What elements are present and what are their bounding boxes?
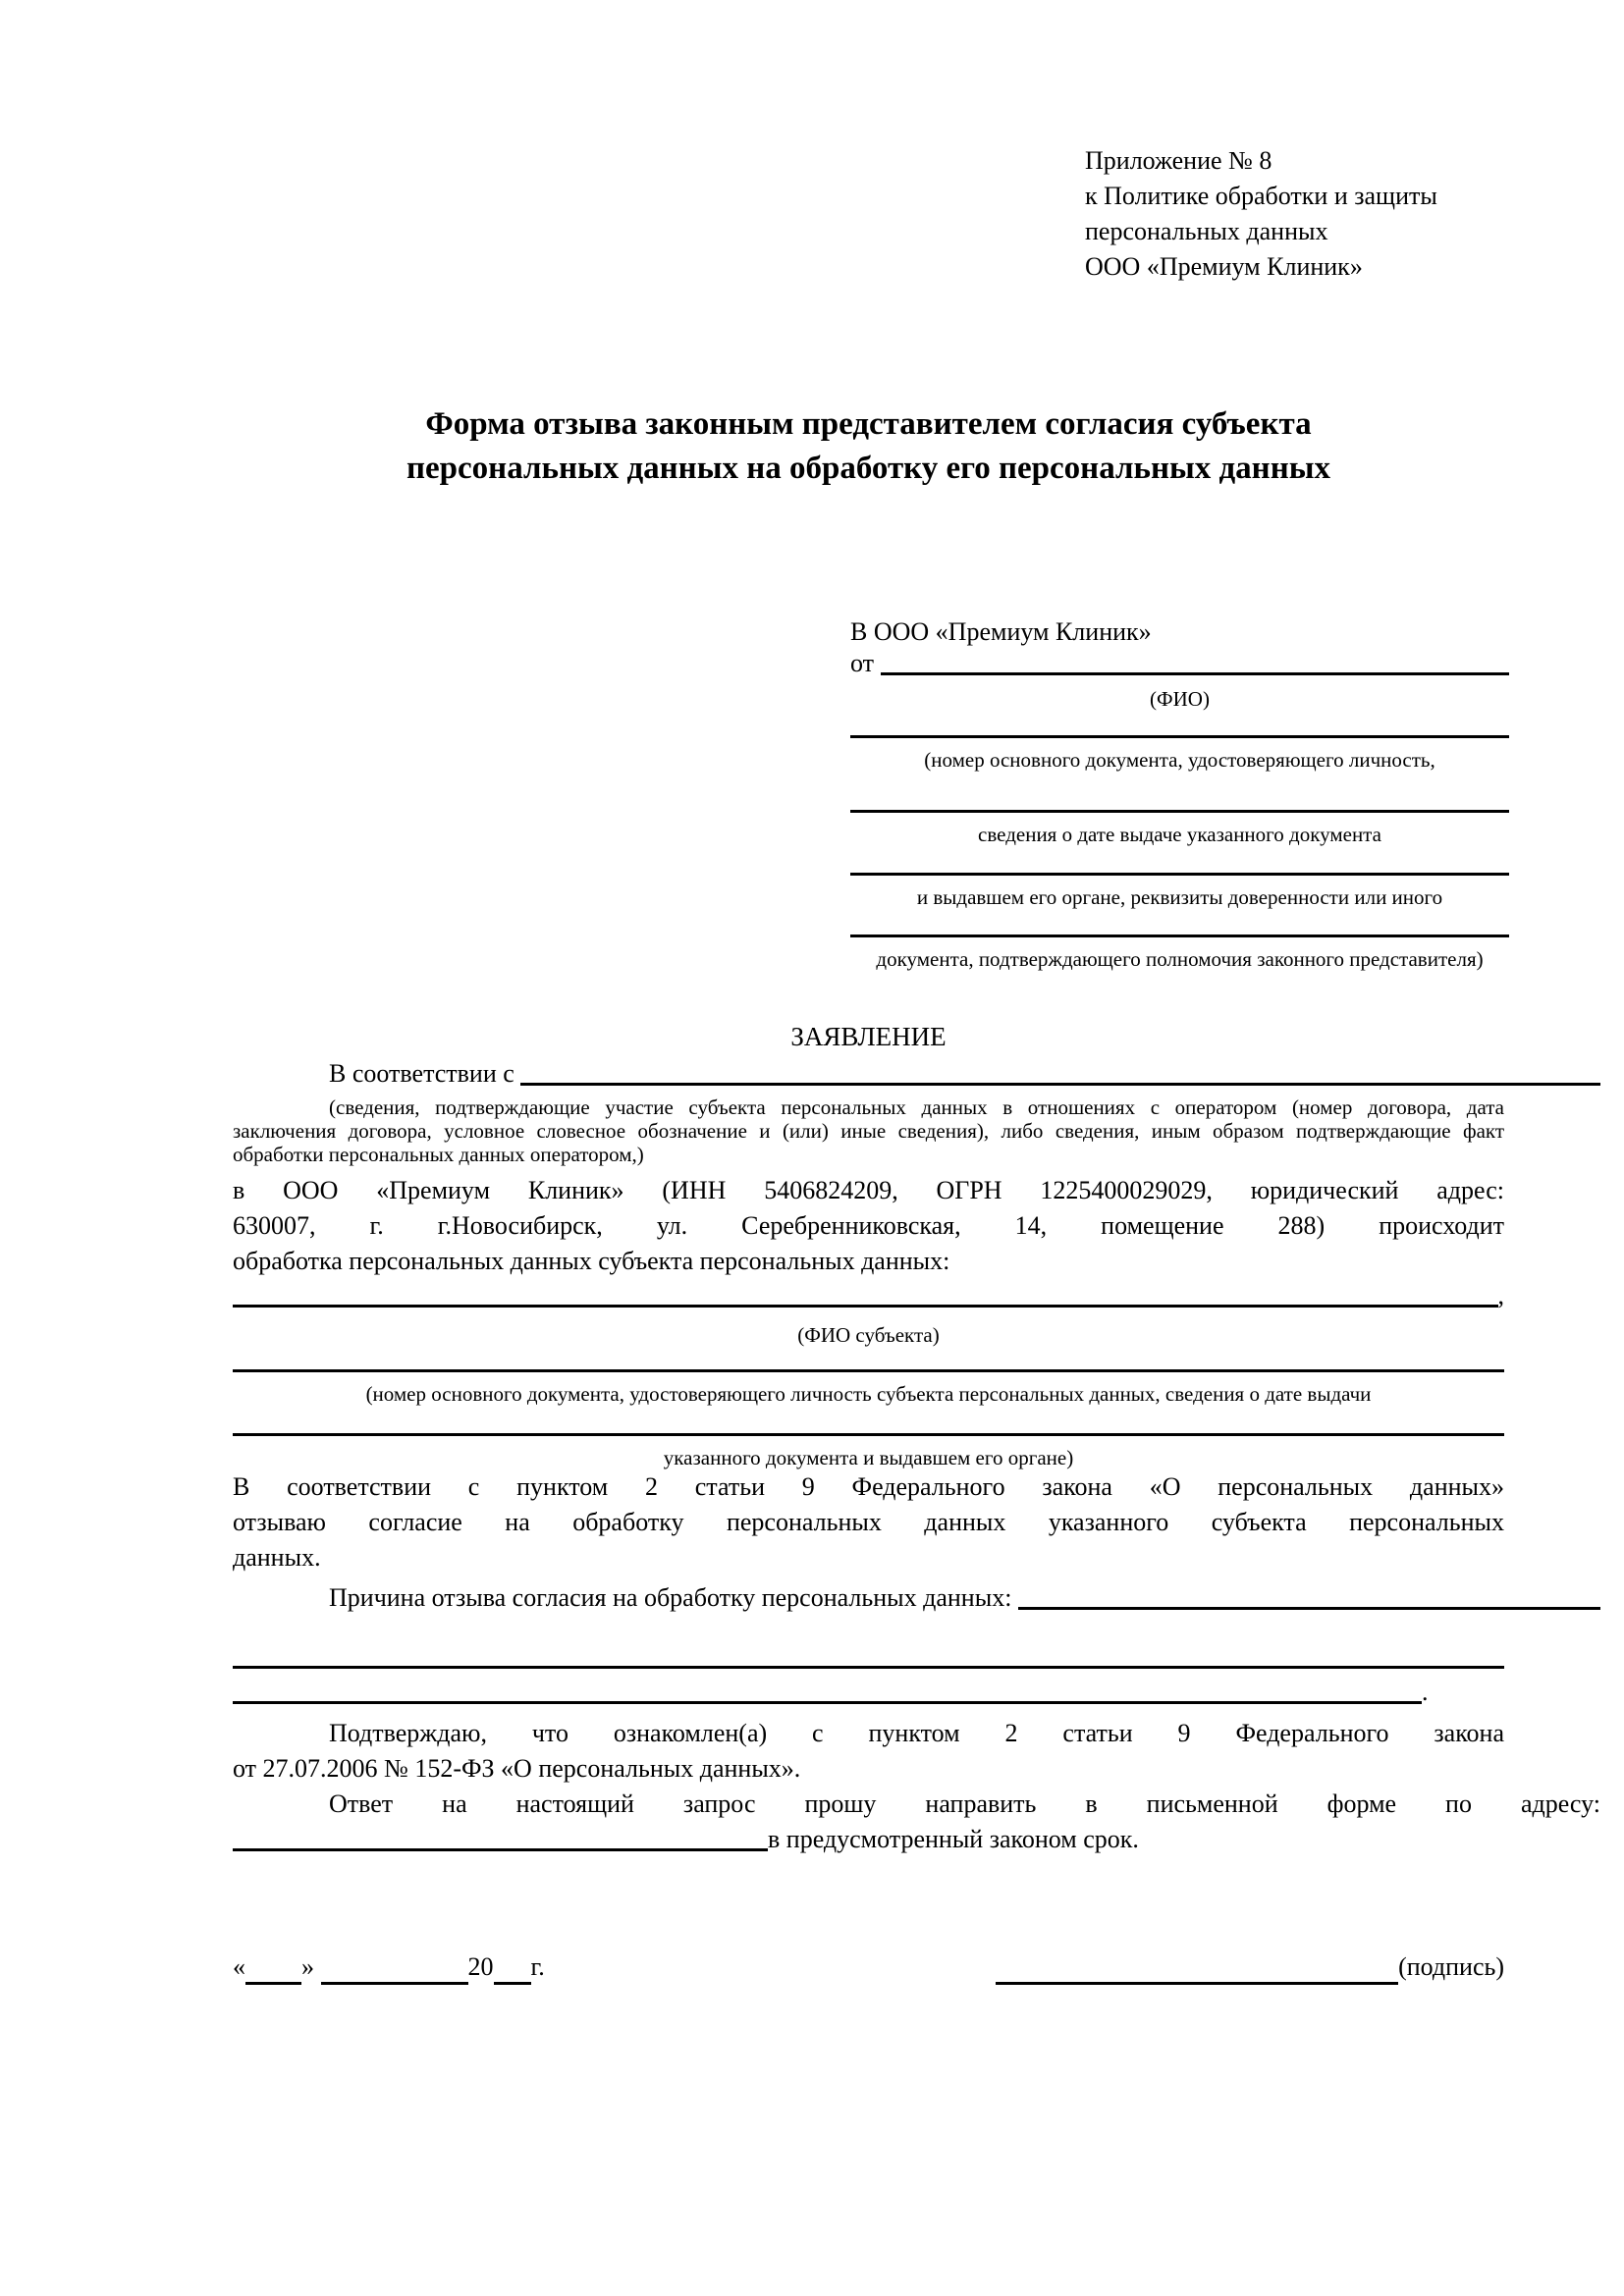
subject-fio-row (233, 1278, 1504, 1313)
intro-blank-line (520, 1083, 1600, 1086)
operator-paragraph-line: обработка персональных данных субъекта персональных данных: (233, 1247, 950, 1275)
intro-note-line: заключения договора, условное словесное обозначение и (или) иные сведения), либо сведения, иным образом подтверждающие факт (233, 1119, 1504, 1143)
issuing-authority-caption: и выдавшем его органе, реквизиты доверенности или иного (916, 885, 1443, 909)
appendix-header-line: ООО «Премиум Клиник» (1085, 252, 1363, 281)
date-year-prefix: 20 (467, 1952, 494, 1981)
reply-request-line: Ответ на настоящий запрос прошу направить в письменной форме по адресу: (329, 1789, 1600, 1818)
document-title (233, 402, 1504, 491)
addressee-to: В ООО «Премиум Клиник» (850, 617, 1152, 646)
appendix-header-line: персональных данных (1085, 217, 1328, 245)
subject-document-blank-line-2 (233, 1433, 1504, 1436)
document-title-line: персональных данных на обработку его персональных данных (406, 451, 1330, 486)
representative-authority-caption: документа, подтверждающего полномочия законного представителя) (876, 947, 1484, 971)
confirmation-paragraph (233, 1716, 1504, 1787)
reason-blank-line-2 (233, 1666, 1504, 1669)
date-field (233, 1949, 545, 1985)
subject-document-caption: (номер основного документа, удостоверяющего личность субъекта персональных данных, сведения о дате выдачи (365, 1382, 1372, 1406)
date-quote-open: « (233, 1952, 245, 1981)
withdrawal-paragraph (233, 1469, 1504, 1575)
addressee-from-row (850, 646, 1509, 681)
signature-caption: (подпись) (1398, 1952, 1504, 1981)
signature-field (996, 1949, 1504, 1985)
confirmation-paragraph-line: Подтверждаю, что ознакомлен(а) с пунктом 2 статьи 9 Федерального закона (329, 1719, 1504, 1747)
intro-label: В соответствии с (329, 1059, 521, 1088)
withdrawal-paragraph-line: В соответствии с пунктом 2 статьи 9 Федерального закона «О персональных данных» (233, 1472, 1504, 1501)
subject-document-blank-line (233, 1369, 1504, 1372)
intro-note (233, 1095, 1504, 1166)
reply-request-suffix: в предусмотренный законом срок. (768, 1825, 1139, 1853)
footer-row (233, 1949, 1504, 1985)
date-day-blank (245, 1954, 301, 1985)
subject-fio-blank-line (233, 1305, 1498, 1308)
reply-address-row (233, 1822, 1504, 1857)
reason-end-row (233, 1675, 1504, 1710)
intro-note-line: (сведения, подтверждающие участие субъекта персональных данных в отношениях с оператором (номер договора, дата (329, 1095, 1504, 1119)
operator-paragraph (233, 1173, 1504, 1279)
withdrawal-paragraph-line: отзываю согласие на обработку персональных данных указанного субъекта персональных (233, 1508, 1504, 1536)
fio-blank-line (881, 672, 1509, 675)
operator-paragraph-line: в ООО «Премиум Клиник» (ИНН 5406824209, ОГРН 1225400029029, юридический адрес: (233, 1176, 1504, 1204)
reason-row (233, 1580, 1600, 1616)
issuing-authority-blank-line (850, 873, 1509, 876)
representative-authority-blank-line (850, 934, 1509, 937)
statement-heading: ЗАЯВЛЕНИЕ (790, 1022, 947, 1051)
date-quote-close: » (301, 1952, 321, 1981)
withdrawal-paragraph-line: данных. (233, 1543, 321, 1572)
subject-fio-comma: , (1497, 1281, 1504, 1309)
document-number-blank-line (850, 735, 1509, 738)
date-year-blank (494, 1954, 531, 1985)
subject-fio-caption: (ФИО субъекта) (797, 1323, 940, 1347)
subject-document-caption-2: указанного документа и выдавшем его органе) (663, 1446, 1074, 1469)
reply-address-blank-line (233, 1848, 768, 1851)
appendix-header-line: Приложение № 8 (1085, 146, 1272, 175)
addressee-from-label: от (850, 649, 881, 677)
confirmation-paragraph-line: от 27.07.2006 № 152-ФЗ «О персональных данных». (233, 1754, 801, 1783)
issue-date-caption: сведения о дате выдаче указанного документа (978, 823, 1381, 846)
operator-paragraph-line: 630007, г. г.Новосибирск, ул. Серебренниковская, 14, помещение 288) происходит (233, 1211, 1504, 1240)
reason-label: Причина отзыва согласия на обработку персональных данных: (329, 1583, 1018, 1612)
reason-blank-line-3 (233, 1701, 1422, 1704)
issue-date-blank-line (850, 810, 1509, 813)
document-title-line: Форма отзыва законным представителем согласия субъекта (425, 406, 1312, 442)
appendix-header-line: к Политике обработки и защиты (1085, 182, 1437, 210)
appendix-header (1085, 143, 1437, 285)
date-year-suffix: г. (530, 1952, 545, 1981)
document-number-caption: (номер основного документа, удостоверяющего личность, (924, 748, 1435, 772)
reason-blank-line (1018, 1607, 1600, 1610)
intro-note-line: обработки персональных данных оператором,) (233, 1143, 644, 1166)
signature-blank-line (996, 1954, 1398, 1985)
intro-row (233, 1056, 1600, 1092)
date-month-blank (321, 1954, 468, 1985)
reason-period: . (1422, 1678, 1429, 1706)
fio-caption: (ФИО) (1150, 687, 1210, 711)
